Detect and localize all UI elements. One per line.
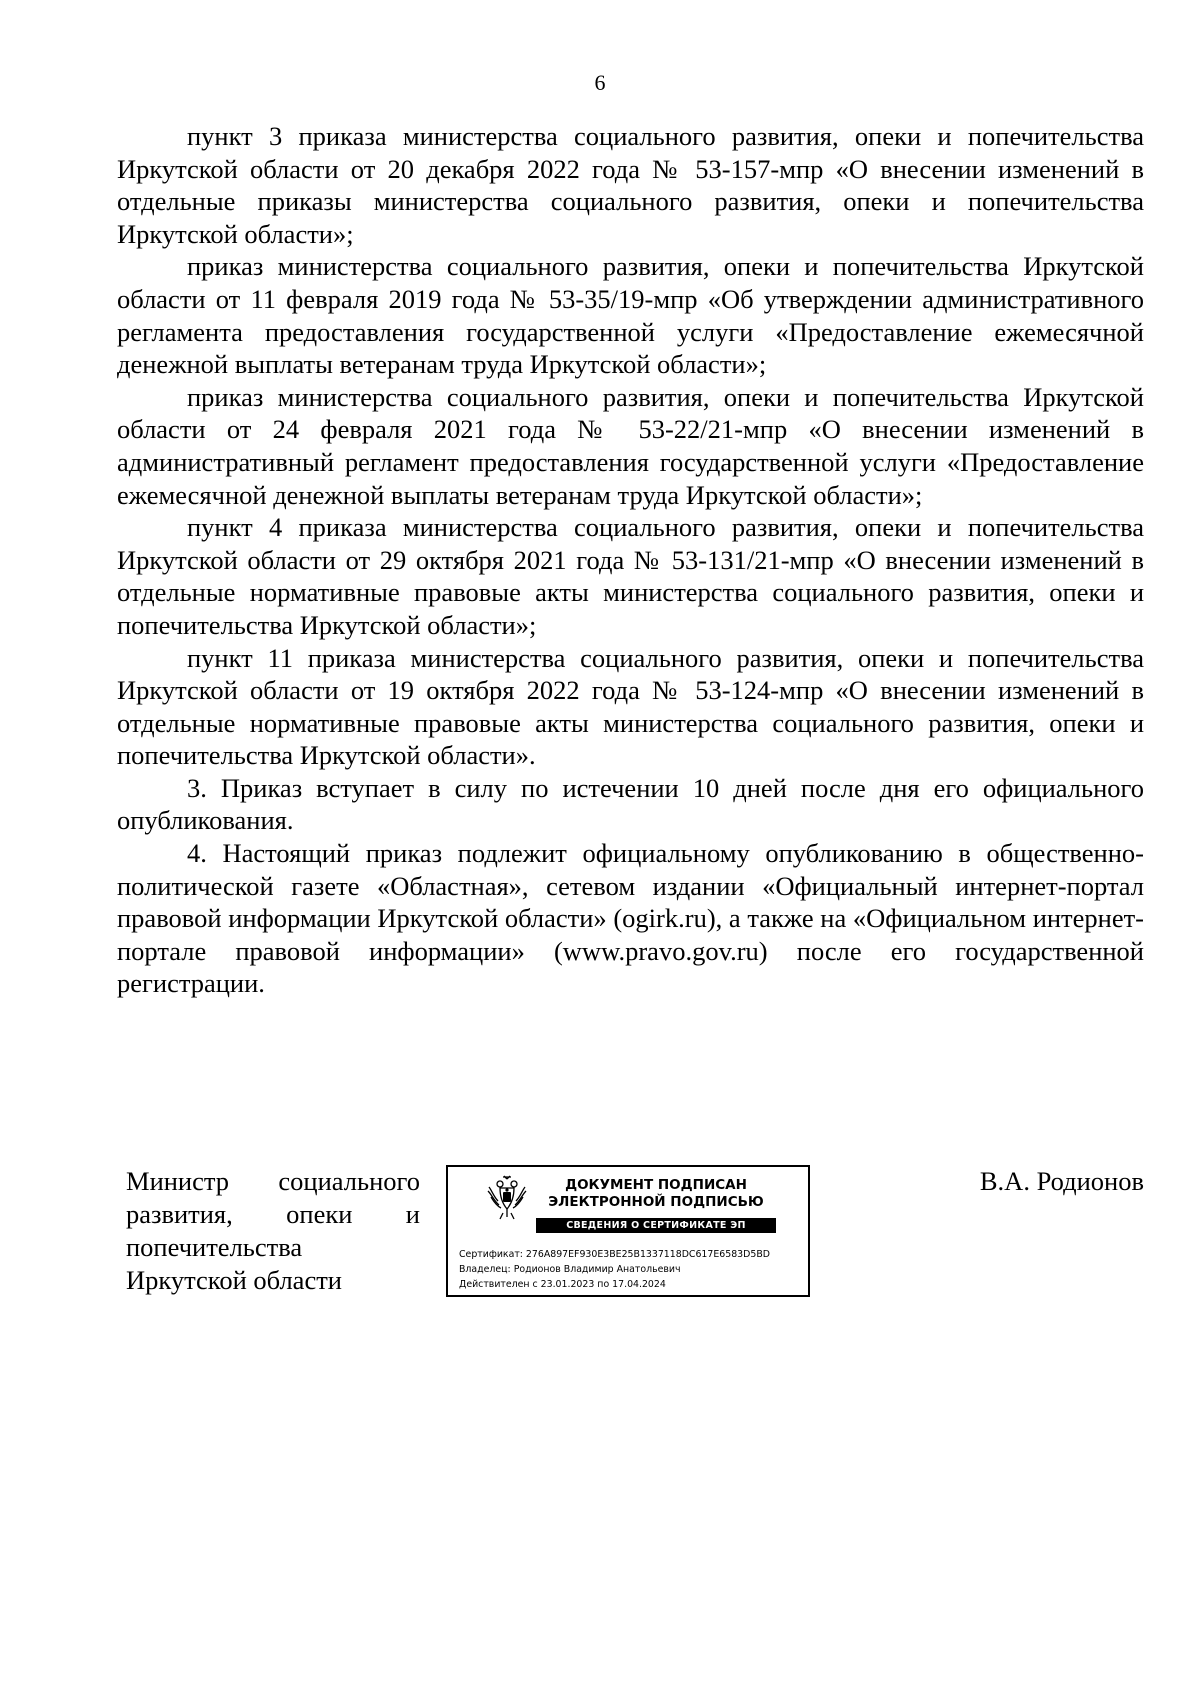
- certificate-validity: Действителен с 23.01.2023 по 17.04.2024: [459, 1279, 666, 1290]
- page-number: 6: [594, 70, 606, 95]
- signer-position-word: социального: [278, 1166, 420, 1196]
- signer-position-line: попечительства: [126, 1232, 303, 1262]
- paragraph-item-4-order-2021: пункт 4 приказа министерства социального развития, опеки и попечительства Иркутской области от 29 октября 2021 года № 53-131/21-мпр «О внесении изменений в отдельные нормативные правовые акты министерства социального развития, опеки и попечительства Иркутской области»;: [117, 512, 1144, 640]
- signer-position-line: Иркутской области: [126, 1265, 342, 1295]
- signer-name: В.А. Родионов: [979, 1166, 1144, 1196]
- certificate-owner: Владелец: Родионов Владимир Анатольевич: [459, 1264, 681, 1275]
- paragraph-order-2019-regulation: приказ министерства социального развития, опеки и попечительства Иркутской области от 11 февраля 2019 года № 53-35/19-мпр «Об утверждении административного регламента предоставления государственной услуги «Предоставление ежемесячной денежной выплаты ветеранам труда Иркутской области»;: [117, 251, 1144, 380]
- certificate-info-bar: СВЕДЕНИЯ О СЕРТИФИКАТЕ ЭП: [536, 1218, 776, 1233]
- certificate-number: Сертификат: 276A897EF930E3BE25B1337118DC617E6583D5BD: [459, 1249, 770, 1260]
- signature-block: [0, 1165, 1200, 1305]
- paragraph-item-3-order-2022: пункт 3 приказа министерства социального развития, опеки и попечительства Иркутской области от 20 декабря 2022 года № 53-157-мпр «О внесении изменений в отдельные приказы министерства социального развития, опеки и попечительства Иркутской области»;: [117, 121, 1144, 249]
- electronic-signature-stamp: [446, 1165, 810, 1297]
- paragraph-item-11-order-2022: пункт 11 приказа министерства социального развития, опеки и попечительства Иркутской области от 19 октября 2022 года № 53-124-мпр «О внесении изменений в отдельные нормативные правовые акты министерства социального развития, опеки и попечительства Иркутской области».: [117, 642, 1144, 771]
- document-body: [117, 120, 1144, 1000]
- stamp-heading-line: ЭЛЕКТРОННОЙ ПОДПИСЬЮ: [548, 1194, 764, 1210]
- stamp-heading: [536, 1177, 776, 1211]
- paragraph-clause-4: 4. Настоящий приказ подлежит официальному опубликованию в общественно-политической газете «Областная», сетевом издании «Официальный интернет-портал правовой информации Иркутской области» (ogirk.ru), а также на «Официальном интернет-портале правовой информации» (www.pravo.gov.ru) после его государственной регистрации.: [117, 838, 1144, 999]
- coat-of-arms-icon: [486, 1175, 528, 1221]
- signer-position-word: Министр: [126, 1166, 230, 1196]
- signer-position-word: и: [405, 1199, 420, 1229]
- certificate-details: [459, 1247, 807, 1292]
- stamp-heading-line: ДОКУМЕНТ ПОДПИСАН: [565, 1177, 747, 1193]
- signer-position-word: опеки: [286, 1199, 353, 1229]
- signer-position: [126, 1165, 420, 1297]
- paragraph-order-2021-amendment: приказ министерства социального развития, опеки и попечительства Иркутской области от 24 февраля 2021 года № 53-22/21-мпр «О внесении изменений в административный регламент предоставления государственной услуги «Предоставление ежемесячной денежной выплаты ветеранам труда Иркутской области»;: [117, 381, 1144, 510]
- paragraph-clause-3: 3. Приказ вступает в силу по истечении 10 дней после дня его официального опубликования.: [117, 772, 1144, 836]
- signer-position-word: развития,: [126, 1199, 233, 1229]
